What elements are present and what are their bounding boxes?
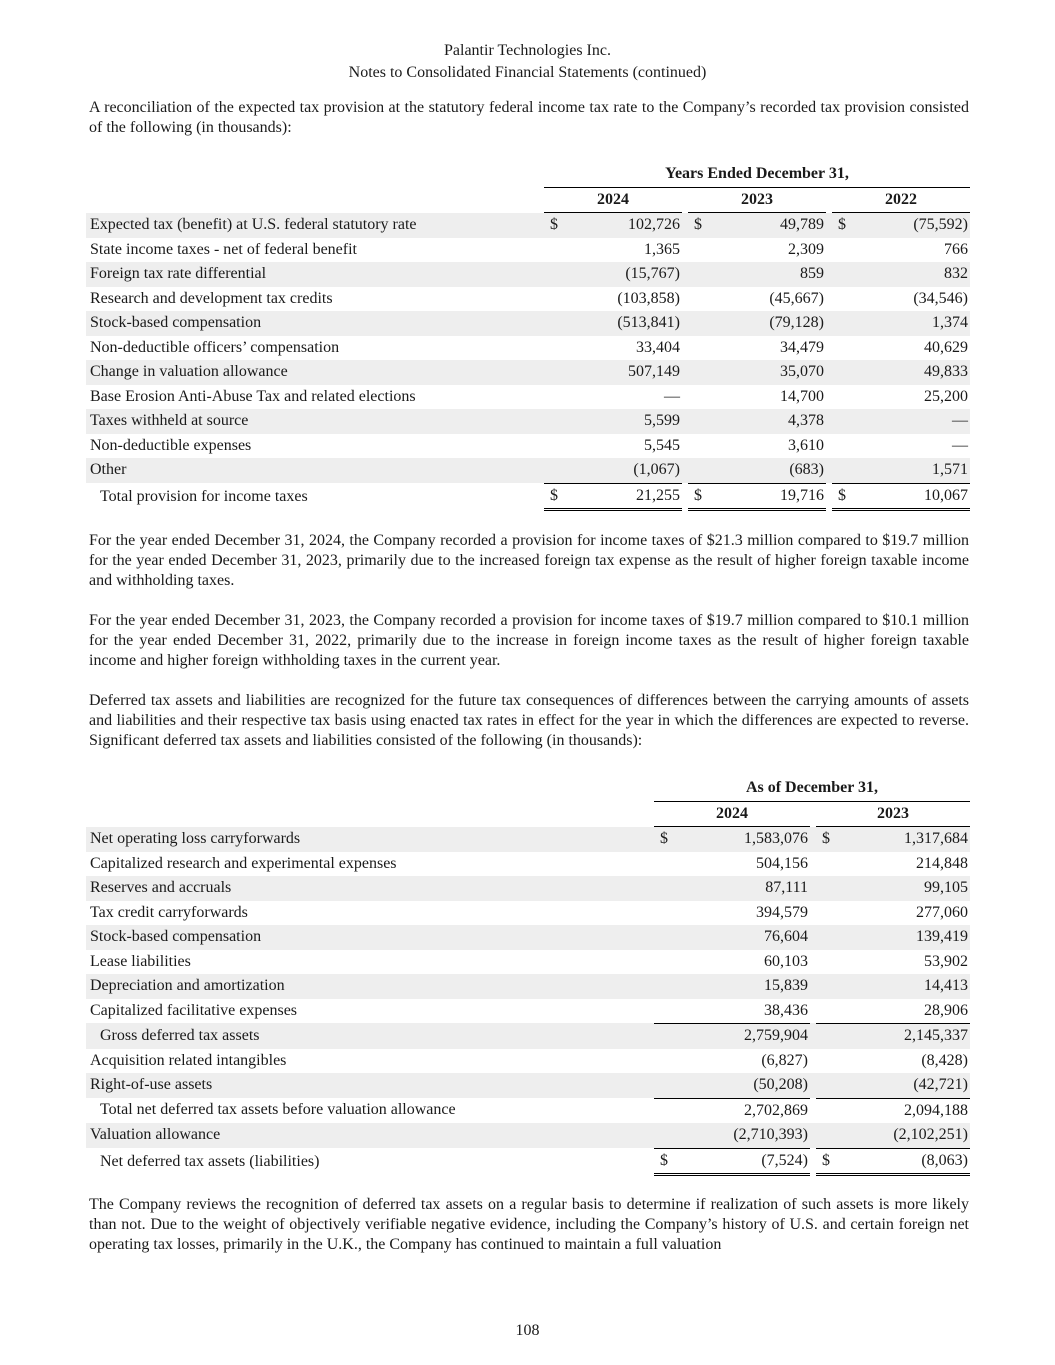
currency-symbol [654, 1098, 676, 1124]
value-cell: 53,902 [924, 952, 968, 970]
currency-symbol [832, 336, 854, 361]
years-ended-header: Years Ended December 31, [544, 162, 970, 188]
row-label: Acquisition related intangibles [90, 1051, 287, 1069]
currency-symbol: $ [544, 483, 566, 512]
currency-symbol: $ [816, 1148, 838, 1177]
value-cell: (513,841) [566, 311, 682, 336]
table-row [86, 925, 970, 950]
currency-symbol [816, 901, 838, 926]
value-cell: 766 [944, 240, 968, 258]
currency-symbol: $ [816, 827, 838, 852]
value-cell: (34,546) [913, 289, 968, 307]
currency-symbol [832, 434, 854, 459]
value-cell: 214,848 [916, 854, 968, 872]
currency-symbol [544, 238, 566, 263]
value-cell: 2,094,188 [838, 1098, 970, 1124]
value-cell: 1,317,684 [838, 827, 970, 852]
currency-symbol [688, 458, 710, 483]
year-header: 2022 [832, 188, 970, 214]
currency-symbol: $ [654, 827, 676, 852]
value-cell: (45,667) [769, 289, 824, 307]
currency-symbol [816, 1023, 838, 1049]
currency-symbol [688, 434, 710, 459]
currency-symbol: $ [832, 483, 854, 512]
row-label: Total net deferred tax assets before valuation allowance [100, 1101, 456, 1118]
table-row [86, 974, 970, 999]
value-cell: (79,128) [710, 311, 826, 336]
currency-symbol [654, 1049, 676, 1074]
currency-symbol [544, 409, 566, 434]
row-label: Valuation allowance [86, 1123, 654, 1148]
currency-symbol [654, 950, 676, 975]
row-label: Total provision for income taxes [100, 487, 308, 505]
table-row [86, 950, 970, 975]
table-row [86, 287, 970, 312]
currency-symbol [654, 999, 676, 1024]
value-cell: 1,583,076 [676, 827, 810, 852]
value-cell: (8,063) [838, 1148, 970, 1177]
value-cell: 507,149 [566, 360, 682, 385]
value-cell: 2,759,904 [676, 1023, 810, 1049]
value-cell: 1,571 [854, 458, 970, 483]
currency-symbol [832, 360, 854, 385]
table-row [86, 262, 970, 287]
value-cell: 76,604 [676, 925, 810, 950]
value-cell: 25,200 [924, 387, 968, 405]
company-name: Palantir Technologies Inc. [444, 42, 611, 59]
year-header: 2023 [688, 188, 826, 214]
year-header: 2023 [816, 802, 970, 828]
currency-symbol [544, 336, 566, 361]
currency-symbol [688, 336, 710, 361]
currency-symbol [816, 876, 838, 901]
value-cell: (42,721) [838, 1073, 970, 1098]
row-label: Stock-based compensation [86, 311, 544, 336]
currency-symbol [832, 238, 854, 263]
page-number: 108 [515, 1322, 540, 1339]
table-row [86, 876, 970, 901]
value-cell: (1,067) [566, 458, 682, 483]
value-cell: (15,767) [566, 262, 682, 287]
currency-symbol [654, 1123, 676, 1148]
row-label: Foreign tax rate differential [86, 262, 544, 287]
currency-symbol [654, 901, 676, 926]
value-cell: 49,789 [710, 213, 826, 238]
currency-symbol [688, 409, 710, 434]
currency-symbol [654, 974, 676, 999]
currency-symbol [654, 1073, 676, 1098]
row-label: Gross deferred tax assets [86, 1023, 654, 1049]
value-cell: 2,309 [788, 240, 824, 258]
table-row [86, 385, 970, 410]
value-cell: 14,413 [838, 974, 970, 999]
tax-reconciliation-table [86, 162, 970, 511]
value-cell: 1,374 [854, 311, 970, 336]
value-cell: (8,428) [921, 1051, 968, 1069]
value-cell: (103,858) [617, 289, 680, 307]
table-row [86, 901, 970, 926]
row-label: Other [86, 458, 544, 483]
value-cell: — [854, 409, 970, 434]
value-cell: — [952, 436, 968, 454]
currency-symbol [816, 852, 838, 877]
currency-symbol [832, 311, 854, 336]
value-cell: 5,545 [644, 436, 680, 454]
currency-symbol: $ [654, 1148, 676, 1177]
table-row [86, 483, 970, 512]
currency-symbol [688, 262, 710, 287]
value-cell: 87,111 [676, 876, 810, 901]
table-row [86, 238, 970, 263]
currency-symbol [544, 434, 566, 459]
value-cell: 28,906 [924, 1001, 968, 1019]
table-row [86, 434, 970, 459]
valuation-allowance-paragraph: The Company reviews the recognition of deferred tax assets on a regular basis to determine if realization of such assets is more likely than not. Due to the weight of objectively verifiable negative evidence, including the Company’s history of U.S. and certain foreign net operating tax losses, primarily in the U.K., the Company has continued to maintain a full valuation [89, 1196, 969, 1253]
value-cell: 102,726 [566, 213, 682, 238]
value-cell: (7,524) [676, 1148, 810, 1177]
row-label: Lease liabilities [90, 952, 191, 970]
year-header: 2024 [654, 802, 810, 828]
value-cell: 35,070 [710, 360, 826, 385]
currency-symbol: $ [688, 483, 710, 512]
value-cell: 99,105 [838, 876, 970, 901]
value-cell: 40,629 [924, 338, 968, 356]
page-header [0, 40, 1055, 84]
currency-symbol [544, 360, 566, 385]
table-row [86, 336, 970, 361]
currency-symbol [544, 262, 566, 287]
currency-symbol [832, 287, 854, 312]
row-label: Taxes withheld at source [86, 409, 544, 434]
currency-symbol [832, 458, 854, 483]
currency-symbol [832, 385, 854, 410]
row-label: Net deferred tax assets (liabilities) [100, 1152, 320, 1170]
value-cell: 394,579 [756, 903, 808, 921]
value-cell: 14,700 [780, 387, 824, 405]
deferred-tax-intro: Deferred tax assets and liabilities are recognized for the future tax consequences of differences between the carrying amounts of assets and liabilities and their respective tax basis using enacted tax rates in effect for the year in which the differences are expected to reverse. Significant deferred tax assets and liabilities consisted of the following (in thousands): [89, 692, 969, 749]
row-label: Non-deductible officers’ compensation [90, 338, 340, 356]
value-cell: 2,702,869 [676, 1098, 810, 1124]
value-cell: 277,060 [916, 903, 968, 921]
row-label: Base Erosion Anti-Abuse Tax and related elections [90, 387, 416, 405]
currency-symbol [816, 925, 838, 950]
table-row [86, 1148, 970, 1177]
currency-symbol [654, 1023, 676, 1049]
currency-symbol [816, 1073, 838, 1098]
currency-symbol [816, 1049, 838, 1074]
row-label: Non-deductible expenses [90, 436, 252, 454]
value-cell: 15,839 [676, 974, 810, 999]
currency-symbol [816, 1098, 838, 1124]
row-label: Reserves and accruals [86, 876, 654, 901]
table-row [86, 311, 970, 336]
row-label: Stock-based compensation [86, 925, 654, 950]
currency-symbol [832, 409, 854, 434]
value-cell: 21,255 [566, 483, 682, 512]
value-cell: (2,710,393) [676, 1123, 810, 1148]
value-cell: (2,102,251) [838, 1123, 970, 1148]
value-cell: 859 [710, 262, 826, 287]
reconciliation-intro: A reconciliation of the expected tax provision at the statutory federal income tax rate to the Company’s recorded tax provision consisted of the following (in thousands): [89, 99, 969, 136]
currency-symbol [544, 287, 566, 312]
currency-symbol: $ [832, 213, 854, 238]
table-row [86, 213, 970, 238]
row-label: Depreciation and amortization [86, 974, 654, 999]
currency-symbol [816, 974, 838, 999]
currency-symbol: $ [688, 213, 710, 238]
row-label: Research and development tax credits [90, 289, 333, 307]
value-cell: 2,145,337 [838, 1023, 970, 1049]
currency-symbol [832, 262, 854, 287]
currency-symbol [688, 385, 710, 410]
row-label: Change in valuation allowance [86, 360, 544, 385]
table-row [86, 458, 970, 483]
currency-symbol [688, 360, 710, 385]
value-cell: — [664, 387, 680, 405]
value-cell: 34,479 [780, 338, 824, 356]
currency-symbol [544, 385, 566, 410]
table-row [86, 360, 970, 385]
value-cell: 49,833 [854, 360, 970, 385]
currency-symbol [816, 999, 838, 1024]
table-row [86, 1049, 970, 1074]
value-cell: 5,599 [566, 409, 682, 434]
value-cell: (683) [710, 458, 826, 483]
value-cell: 139,419 [838, 925, 970, 950]
section-title: Notes to Consolidated Financial Statements (continued) [348, 64, 707, 81]
value-cell: 1,365 [644, 240, 680, 258]
currency-symbol [654, 876, 676, 901]
currency-symbol [688, 238, 710, 263]
table-row [86, 999, 970, 1024]
currency-symbol [816, 950, 838, 975]
value-cell: 3,610 [788, 436, 824, 454]
currency-symbol [654, 852, 676, 877]
row-label: State income taxes - net of federal benefit [90, 240, 357, 258]
row-label: Expected tax (benefit) at U.S. federal statutory rate [86, 213, 544, 238]
row-label: Net operating loss carryforwards [86, 827, 654, 852]
year-header: 2024 [544, 188, 682, 214]
row-label: Tax credit carryforwards [90, 903, 248, 921]
row-label: Capitalized research and experimental expenses [90, 854, 397, 872]
currency-symbol [816, 1123, 838, 1148]
currency-symbol: $ [544, 213, 566, 238]
value-cell: 10,067 [854, 483, 970, 512]
currency-symbol [544, 311, 566, 336]
table-row [86, 827, 970, 852]
value-cell: 19,716 [710, 483, 826, 512]
table-row [86, 1073, 970, 1098]
value-cell: 504,156 [756, 854, 808, 872]
table-row [86, 1123, 970, 1148]
row-label: Capitalized facilitative expenses [90, 1001, 298, 1019]
deferred-tax-table [86, 776, 970, 1176]
value-cell: (6,827) [761, 1051, 808, 1069]
currency-symbol [688, 287, 710, 312]
value-cell: (50,208) [676, 1073, 810, 1098]
value-cell: 4,378 [710, 409, 826, 434]
table-row [86, 1023, 970, 1049]
value-cell: 33,404 [636, 338, 680, 356]
table-row [86, 1098, 970, 1124]
table-row [86, 409, 970, 434]
currency-symbol [544, 458, 566, 483]
value-cell: 38,436 [764, 1001, 808, 1019]
value-cell: 832 [854, 262, 970, 287]
value-cell: 60,103 [764, 952, 808, 970]
as-of-header: As of December 31, [654, 776, 970, 802]
currency-symbol [688, 311, 710, 336]
paragraph-2024-provision: For the year ended December 31, 2024, the Company recorded a provision for income taxes of $21.3 million compared to $19.7 million for the year ended December 31, 2023, primarily due to the increased foreign tax expense as the result of higher foreign taxable income and withholding taxes. [89, 532, 969, 589]
table-row [86, 852, 970, 877]
row-label: Right-of-use assets [86, 1073, 654, 1098]
currency-symbol [654, 925, 676, 950]
value-cell: (75,592) [854, 213, 970, 238]
paragraph-2023-provision: For the year ended December 31, 2023, the Company recorded a provision for income taxes of $19.7 million compared to $10.1 million for the year ended December 31, 2022, primarily due to the increase in foreign income taxes as the result of higher foreign taxable income and higher foreign withholding taxes in the current year. [89, 612, 969, 669]
